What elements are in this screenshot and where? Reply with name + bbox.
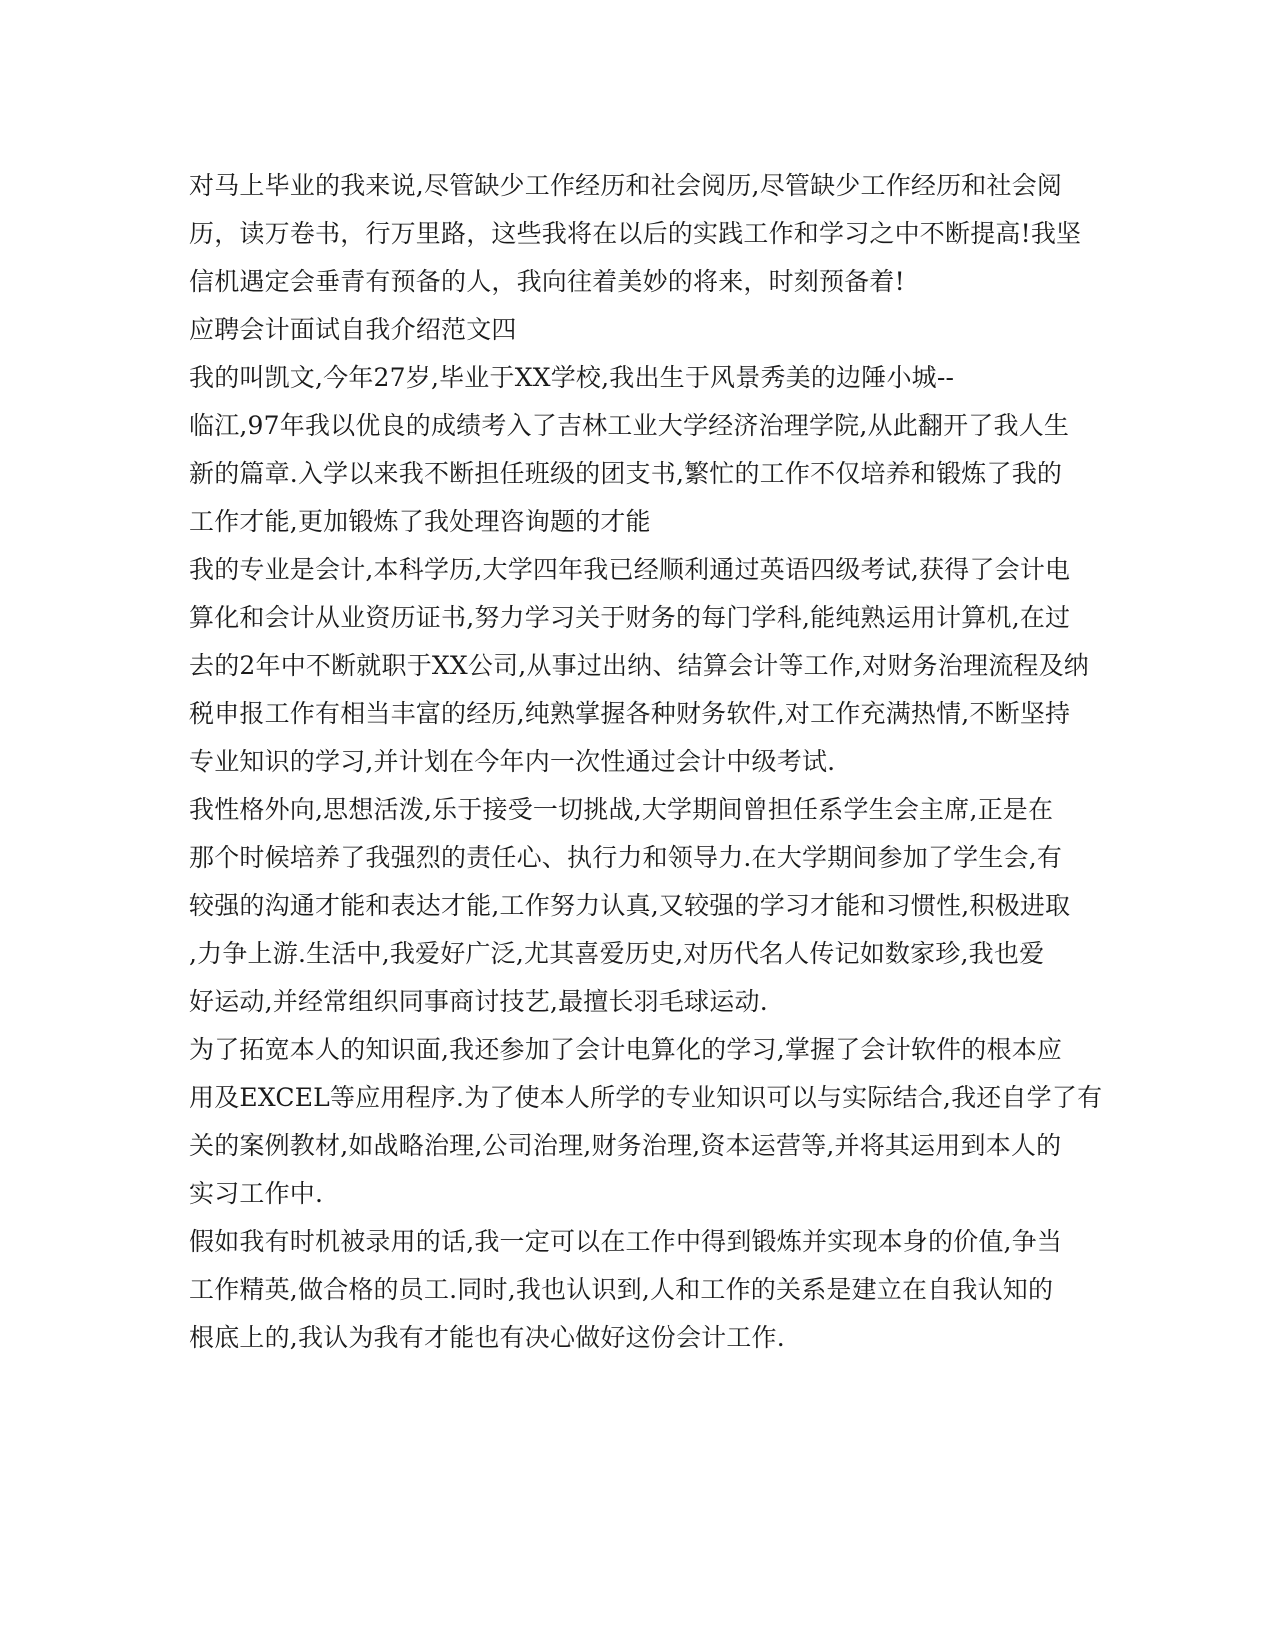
text-line: 专业知识的学习,并计划在今年内一次性通过会计中级考试. [189, 747, 836, 776]
text-line: 较强的沟通才能和表达才能,工作努力认真,又较强的学习才能和习惯性,积极进取 [189, 891, 1071, 920]
text-line: 那个时候培养了我强烈的责任心、执行力和领导力.在大学期间参加了学生会,有 [189, 843, 1063, 872]
text-line: ,力争上游.生活中,我爱好广泛,尤其喜爱历史,对历代名人传记如数家珍,我也爱 [189, 939, 1045, 968]
text-line: 假如我有时机被录用的话,我一定可以在工作中得到锻炼并实现本身的价值,争当 [189, 1227, 1063, 1256]
text-line: 好运动,并经常组织同事商讨技艺,最擅长羽毛球运动. [189, 987, 768, 1016]
text-line: 为了拓宽本人的知识面,我还参加了会计电算化的学习,掌握了会计软件的根本应 [189, 1035, 1063, 1064]
text-line: 信机遇定会垂青有预备的人，我向往着美妙的将来，时刻预备着! [189, 267, 905, 296]
text-line: 工作才能,更加锻炼了我处理咨询题的才能 [189, 507, 651, 536]
text-line: 新的篇章.入学以来我不断担任班级的团支书,繁忙的工作不仅培养和锻炼了我的 [189, 459, 1063, 488]
text-line: 我的专业是会计,本科学历,大学四年我已经顺利通过英语四级考试,获得了会计电 [189, 555, 1071, 584]
text-line: 工作精英,做合格的员工.同时,我也认识到,人和工作的关系是建立在自我认知的 [189, 1275, 1054, 1304]
text-line: 算化和会计从业资历证书,努力学习关于财务的每门学科,能纯熟运用计算机,在过 [189, 603, 1071, 632]
text-line: 税申报工作有相当丰富的经历,纯熟掌握各种财务软件,对工作充满热情,不断坚持 [189, 699, 1071, 728]
text-line: 临江,97年我以优良的成绩考入了吉林工业大学经济治理学院,从此翻开了我人生 [189, 411, 1070, 440]
text-line: 关的案例教材,如战略治理,公司治理,财务治理,资本运营等,并将其运用到本人的 [189, 1131, 1062, 1160]
text-line: 根底上的,我认为我有才能也有决心做好这份会计工作. [189, 1323, 785, 1352]
text-line: 我的叫凯文,今年27岁,毕业于XX学校,我出生于风景秀美的边陲小城-- [189, 363, 955, 392]
text-line: 去的2年中不断就职于XX公司,从事过出纳、结算会计等工作,对财务治理流程及纳 [189, 651, 1089, 680]
section-heading: 应聘会计面试自我介绍范文四 [189, 315, 517, 344]
text-line: 实习工作中. [189, 1179, 324, 1208]
text-line: 用及EXCEL等应用程序.为了使本人所学的专业知识可以与实际结合,我还自学了有 [189, 1083, 1103, 1112]
document-body [189, 162, 1103, 1362]
text-line: 历，读万卷书，行万里路，这些我将在以后的实践工作和学习之中不断提高!我坚 [189, 219, 1082, 248]
text-line: 对马上毕业的我来说,尽管缺少工作经历和社会阅历,尽管缺少工作经历和社会阅 [189, 171, 1063, 200]
text-line: 我性格外向,思想活泼,乐于接受一切挑战,大学期间曾担任系学生会主席,正是在 [189, 795, 1054, 824]
